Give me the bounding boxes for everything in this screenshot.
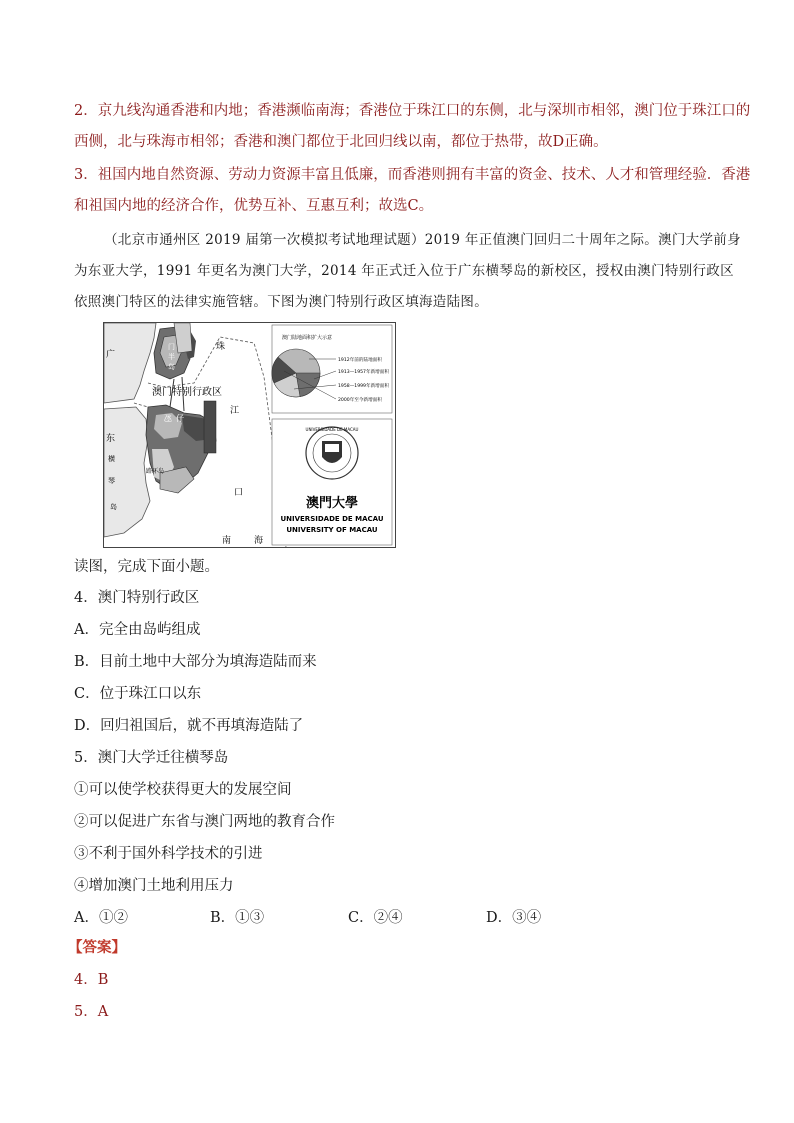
logo-pt-name: UNIVERSIDADE DE MACAU (280, 515, 384, 523)
label-qin: 琴 (108, 477, 115, 485)
answer-5: 5．A (74, 1004, 109, 1020)
hengqin-land (104, 407, 150, 537)
label-taipa-a: 氹 (164, 414, 172, 423)
label-jiang: 江 (230, 406, 240, 416)
label-aomen-a: 门 (168, 343, 175, 351)
logo-cn-name: 澳門大學 (305, 496, 359, 511)
q5-option-b: B．①③ (210, 910, 265, 926)
label-region: 澳门特别行政区 (152, 387, 222, 398)
q4-option-a: A．完全由岛屿组成 (74, 622, 201, 638)
q5-statement-4: ④增加澳门土地利用压力 (74, 878, 234, 894)
legend-3: 1958—1999年新增面积 (338, 384, 389, 389)
logo-en-name: UNIVERSITY OF MACAU (286, 526, 378, 534)
answer-header: 【答案】 (68, 939, 126, 956)
explanation-3-line-2: 和祖国内地的经济合作，优势互补、互惠互利；故选C。 (74, 198, 434, 214)
label-kou: 口 (234, 488, 244, 498)
figure-svg (104, 323, 395, 547)
label-heng: 横 (108, 455, 115, 463)
label-aomen-b: 半 (168, 353, 175, 361)
answer-4: 4．B (74, 972, 109, 988)
seal-text: UNIVERSIDADE DE MACAU (305, 427, 359, 432)
legend-4: 2000年至今新增面积 (338, 398, 382, 403)
land-reclamation-figure (103, 322, 396, 548)
legend-1: 1912年前的陆地面积 (338, 358, 382, 363)
pie-panel (272, 325, 392, 413)
label-taipa-b: 仔 (176, 414, 184, 423)
read-prompt: 读图，完成下面小题。 (74, 559, 219, 575)
label-cotai: 路环岛 (146, 468, 165, 475)
label-zhu: 珠 (216, 342, 226, 352)
legend-2: 1913—1957年新增面积 (338, 370, 389, 375)
label-dao: 岛 (110, 503, 117, 511)
q5-statement-1: ①可以使学校获得更大的发展空间 (74, 782, 292, 798)
intro-line-1: （北京市通州区 2019 届第一次模拟考试地理试题）2019 年正值澳门回归二十周年之际。澳门大学前身 (104, 232, 741, 248)
explanation-2-line-1: 2．京九线沟通香港和内地；香港濒临南海；香港位于珠江口的东侧，北与深圳市相邻，澳门位于珠江口的 (74, 103, 751, 119)
label-nan: 南 (222, 536, 232, 546)
q4-stem: 4．澳门特别行政区 (74, 590, 200, 606)
q5-statement-2: ②可以促进广东省与澳门两地的教育合作 (74, 814, 335, 830)
q4-option-d: D．回归祖国后，就不再填海造陆了 (74, 718, 304, 734)
label-aomen-c: 岛 (168, 363, 175, 371)
label-dong: 东 (106, 434, 116, 444)
guangdong-land (104, 323, 156, 403)
q5-option-c: C．②④ (348, 910, 403, 926)
explanation-2-line-2: 西侧，北与珠海市相邻；香港和澳门都位于北回归线以南，都位于热带，故D正确。 (74, 134, 608, 150)
label-guang: 广 (106, 350, 116, 360)
pie-title: 澳门陆地面积扩大示意 (282, 335, 333, 341)
airport (204, 401, 216, 453)
explanation-3-line-1: 3．祖国内地自然资源、劳动力资源丰富且低廉，而香港则拥有丰富的资金、技术、人才和管理经验．香港 (74, 167, 751, 183)
q5-option-d: D．③④ (486, 910, 542, 926)
q4-option-c: C．位于珠江口以东 (74, 686, 202, 702)
intro-line-3: 依照澳门特区的法律实施管辖。下图为澳门特别行政区填海造陆图。 (74, 294, 488, 310)
q5-stem: 5．澳门大学迁往横琴岛 (74, 750, 229, 766)
macau-map (104, 323, 286, 547)
logo-panel (272, 419, 392, 545)
label-hai: 海 (254, 536, 264, 546)
intro-line-2: 为东亚大学，1991 年更名为澳门大学，2014 年正式迁入位于广东横琴岛的新校区，授权由澳门特别行政区 (74, 263, 734, 279)
q5-statement-3: ③不利于国外科学技术的引进 (74, 846, 263, 862)
q4-option-b: B．目前土地中大部分为填海造陆而来 (74, 654, 317, 670)
q5-option-a: A．①② (74, 910, 128, 926)
